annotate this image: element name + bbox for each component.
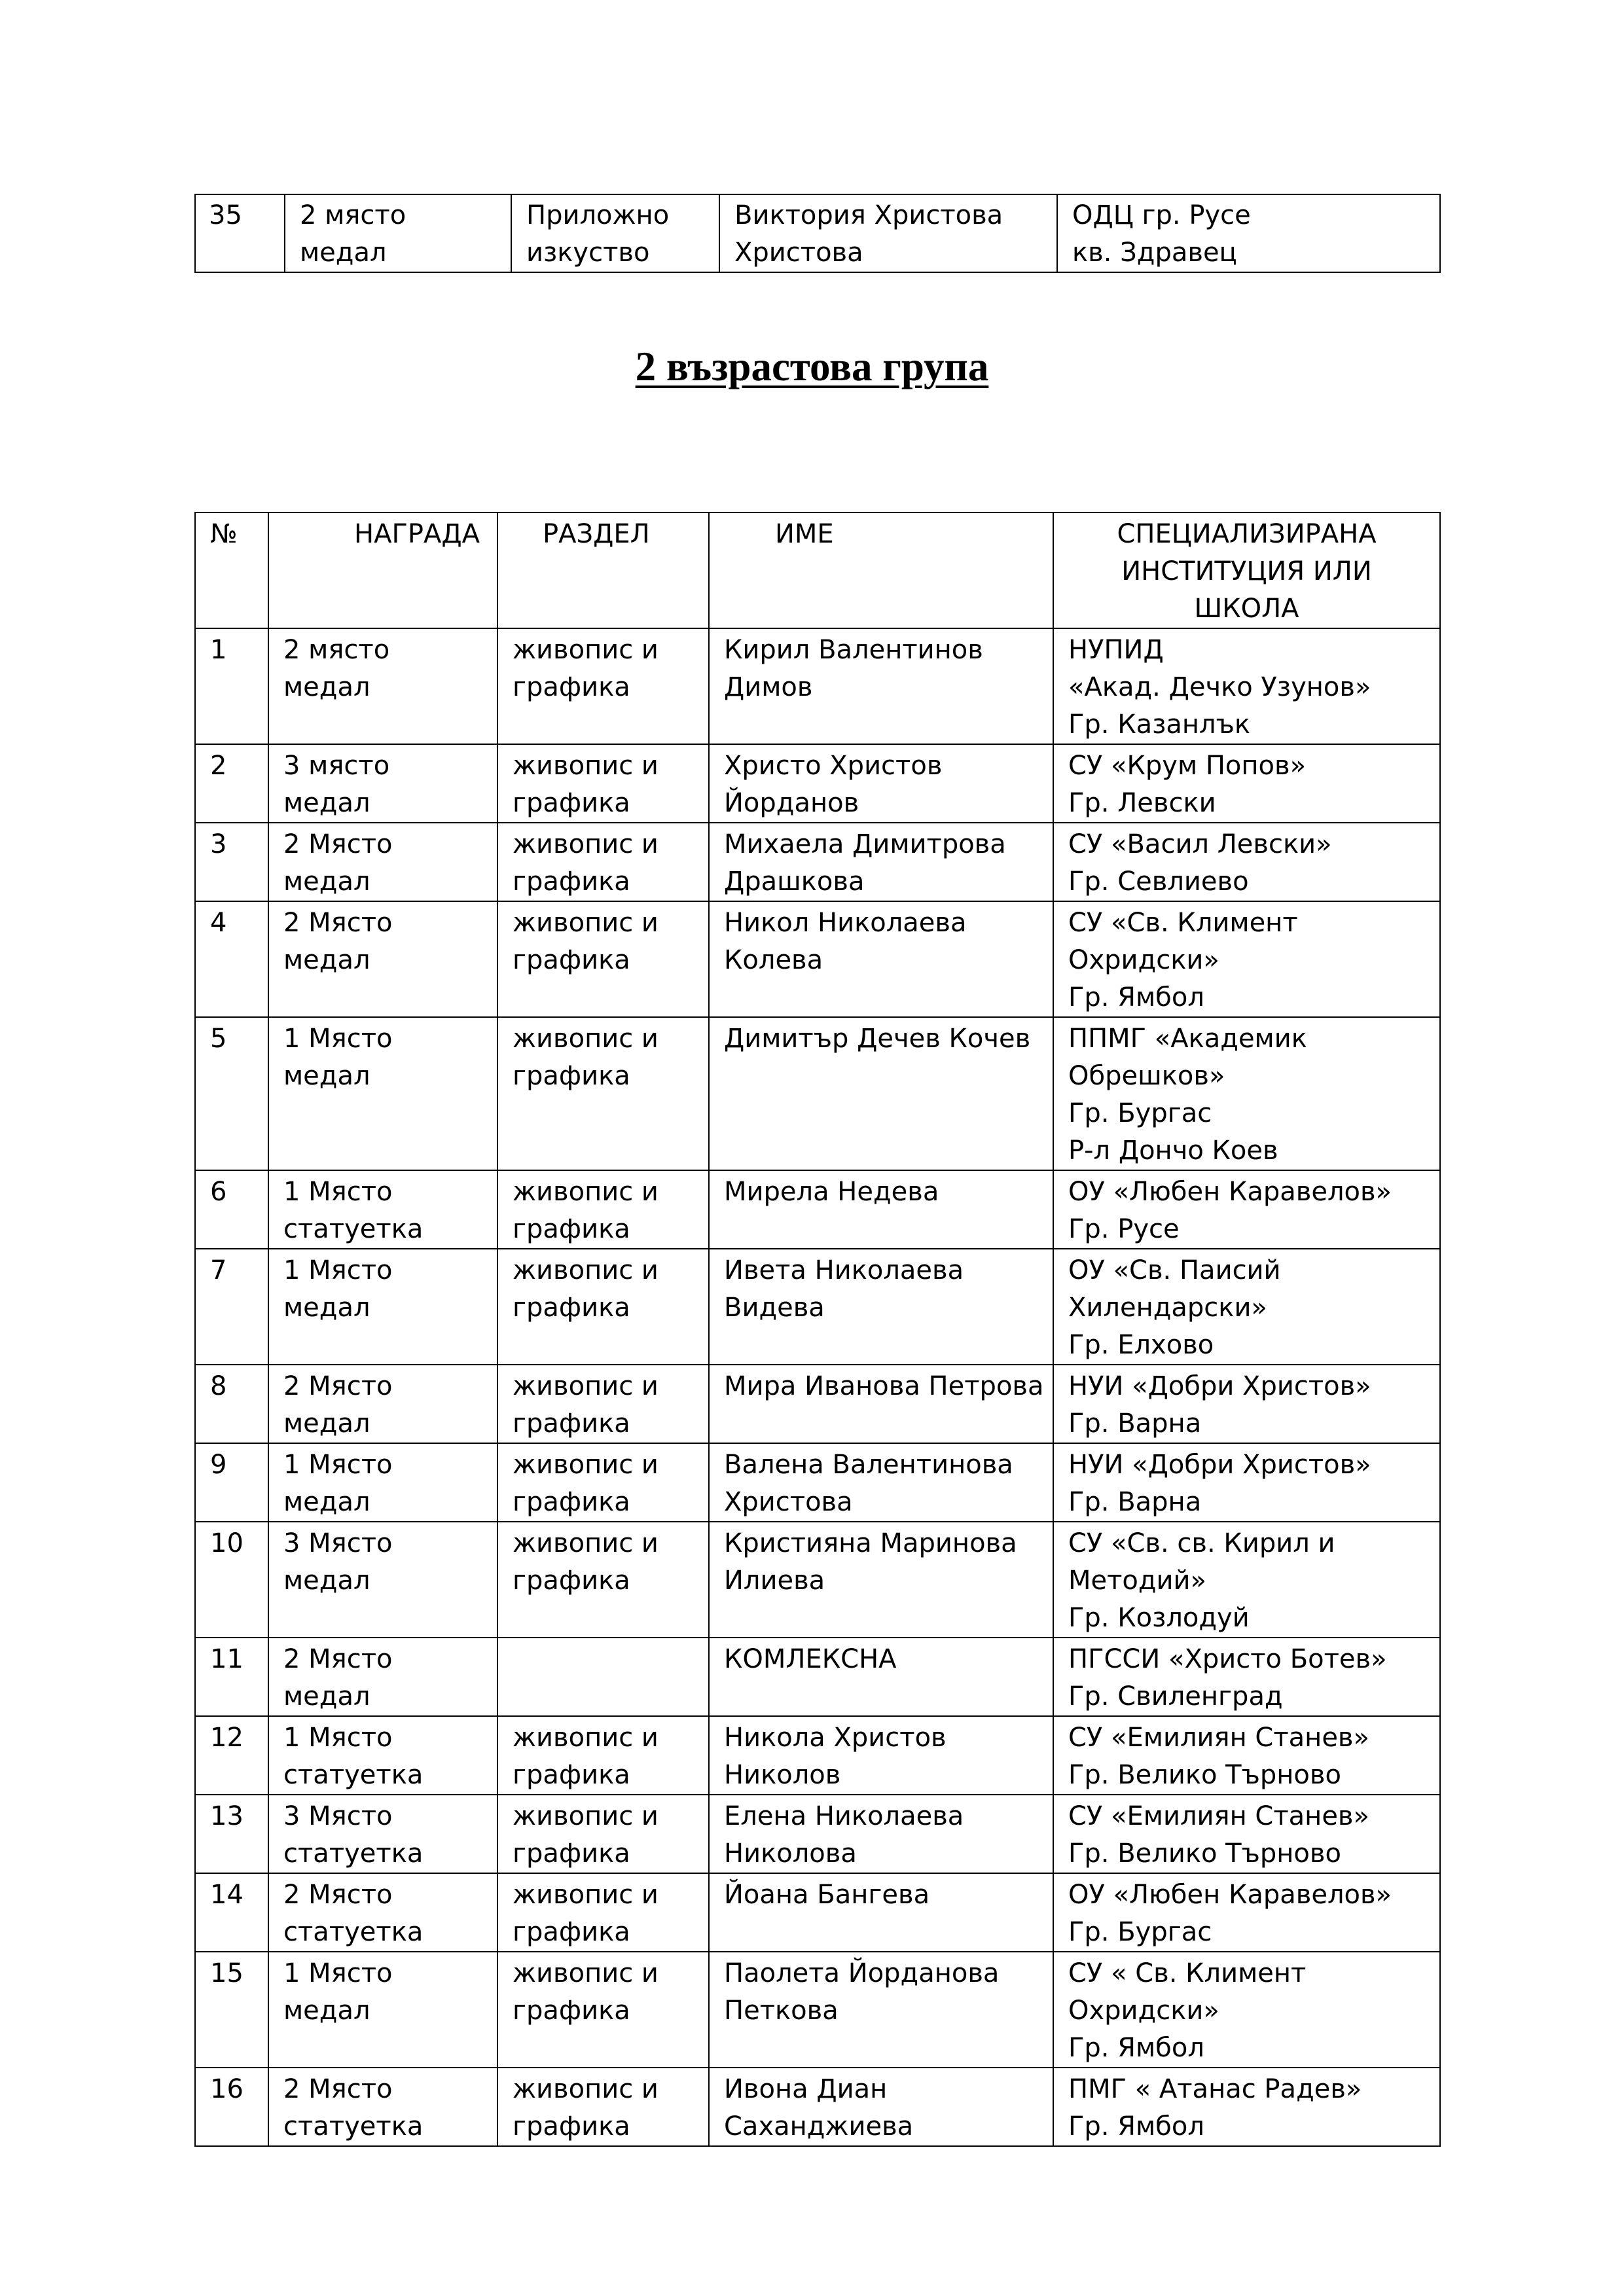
- cell-line: медал: [283, 672, 370, 702]
- cell-line: Гр. Левски: [1068, 788, 1216, 818]
- cell-line: статуетка: [283, 1760, 424, 1790]
- cell-line: живопис и: [513, 1958, 659, 1988]
- section-cell: [497, 1638, 709, 1716]
- award-cell: [268, 1170, 497, 1249]
- number-cell: [195, 1443, 268, 1522]
- cell-line: Христо Христов: [724, 751, 943, 781]
- cell-line: живопис и: [513, 1177, 659, 1207]
- section-cell: [497, 1522, 709, 1638]
- award-cell: [268, 1443, 497, 1522]
- cell-line: Николов: [724, 1760, 841, 1790]
- header-line: РАЗДЕЛ: [543, 519, 650, 549]
- column-header-section: [497, 512, 709, 628]
- cell-line: Елена Николаева: [724, 1801, 964, 1831]
- institution-cell: [1053, 1170, 1440, 1249]
- cell-line: Гр. Варна: [1068, 1408, 1202, 1439]
- name-cell: [709, 1365, 1053, 1443]
- cell-line: Охридски»: [1068, 945, 1219, 975]
- cell-line: Гр. Ямбол: [1068, 982, 1204, 1013]
- cell-line: статуетка: [283, 1839, 424, 1869]
- number-cell: [195, 823, 268, 901]
- cell-line: ПГССИ «Христо Ботев»: [1068, 1644, 1387, 1674]
- table-row: [195, 1017, 1440, 1170]
- cell-line: 1 Място: [283, 1024, 393, 1054]
- cell-line: живопис и: [513, 2074, 659, 2104]
- cell-line: 7: [210, 1255, 227, 1285]
- section-cell: [497, 2068, 709, 2146]
- table-row: [195, 1795, 1440, 1873]
- cell-line: графика: [513, 1293, 630, 1323]
- cell-line: Никол Николаева: [724, 908, 967, 938]
- cell-line: Гр. Свиленград: [1068, 1681, 1283, 1712]
- cell-line: 8: [210, 1371, 227, 1401]
- institution-cell: [1053, 2068, 1440, 2146]
- number-cell: [195, 2068, 268, 2146]
- cell-line: графика: [513, 1214, 630, 1244]
- award-cell: [268, 1249, 497, 1365]
- section-cell: [497, 1716, 709, 1795]
- section-cell: [497, 1952, 709, 2068]
- cell-line: живопис и: [513, 1255, 659, 1285]
- header-line: ИМЕ: [775, 519, 834, 549]
- cell-line: Охридски»: [1068, 1996, 1219, 2026]
- institution-cell: [1053, 1716, 1440, 1795]
- column-header-name: [709, 512, 1053, 628]
- cell-line: живопис и: [513, 1371, 659, 1401]
- cell-line: Гр. Русе: [1068, 1214, 1180, 1244]
- number-cell: [195, 1638, 268, 1716]
- cell-line: графика: [513, 867, 630, 897]
- cell-line: Петкова: [724, 1996, 839, 2026]
- award-cell: [268, 823, 497, 901]
- name-cell: [719, 194, 1057, 272]
- cell-line: живопис и: [513, 1024, 659, 1054]
- award-cell: [268, 628, 497, 744]
- number-cell: [195, 1017, 268, 1170]
- header-line: №: [210, 519, 238, 549]
- institution-cell: [1053, 1952, 1440, 2068]
- cell-line: Христова: [724, 1487, 853, 1517]
- name-cell: [709, 1952, 1053, 2068]
- name-cell: [709, 1716, 1053, 1795]
- section-cell: [511, 194, 719, 272]
- table-row: [195, 744, 1440, 823]
- cell-line: медал: [283, 1408, 370, 1439]
- cell-line: 2 Място: [283, 2074, 393, 2104]
- cell-line: СУ «Крум Попов»: [1068, 751, 1307, 781]
- cell-line: Ивета Николаева: [724, 1255, 964, 1285]
- table-row: [195, 1952, 1440, 2068]
- award-cell: [268, 1017, 497, 1170]
- number-cell: [195, 1249, 268, 1365]
- award-cell: [285, 194, 511, 272]
- cell-line: Обрешков»: [1068, 1061, 1225, 1091]
- table-row: [195, 1443, 1440, 1522]
- number-cell: [195, 1952, 268, 2068]
- cell-line: 2 Място: [283, 1644, 393, 1674]
- cell-line: Р-л Дончо Коев: [1068, 1136, 1278, 1166]
- cell-line: 35: [209, 200, 242, 230]
- cell-line: ПМГ « Атанас Радев»: [1068, 2074, 1362, 2104]
- number-cell: [195, 901, 268, 1017]
- cell-line: 1 Място: [283, 1723, 393, 1753]
- cell-line: 9: [210, 1450, 227, 1480]
- cell-line: графика: [513, 1487, 630, 1517]
- cell-line: Гр. Козлодуй: [1068, 1603, 1250, 1633]
- cell-line: Валена Валентинова: [724, 1450, 1013, 1480]
- cell-line: Драшкова: [724, 867, 865, 897]
- cell-line: 2: [210, 751, 227, 781]
- cell-line: графика: [513, 1917, 630, 1947]
- cell-line: статуетка: [283, 1917, 424, 1947]
- cell-line: 2 Място: [283, 1371, 393, 1401]
- number-cell: [195, 194, 285, 272]
- cell-line: медал: [283, 788, 370, 818]
- cell-line: Михаела Димитрова: [724, 829, 1006, 859]
- cell-line: 3 Място: [283, 1801, 393, 1831]
- name-cell: [709, 1873, 1053, 1952]
- institution-cell: [1053, 823, 1440, 901]
- section-cell: [497, 1249, 709, 1365]
- column-header-award: [268, 512, 497, 628]
- header-line: ИНСТИТУЦИЯ ИЛИ: [1121, 556, 1372, 586]
- section-cell: [497, 1365, 709, 1443]
- cell-line: графика: [513, 1408, 630, 1439]
- cell-line: 1 Място: [283, 1255, 393, 1285]
- cell-line: Гр. Бургас: [1068, 1917, 1212, 1947]
- cell-line: Йорданов: [724, 788, 859, 818]
- table-row: [195, 628, 1440, 744]
- cell-line: 1 Място: [283, 1450, 393, 1480]
- cell-line: графика: [513, 1996, 630, 2026]
- header-line: ШКОЛА: [1194, 594, 1299, 624]
- award-cell: [268, 1365, 497, 1443]
- cell-line: Гр. Елхово: [1068, 1330, 1214, 1360]
- cell-line: Николова: [724, 1839, 857, 1869]
- cell-line: 2 Място: [283, 908, 393, 938]
- cell-line: живопис и: [513, 908, 659, 938]
- section-cell: [497, 628, 709, 744]
- section-cell: [497, 1170, 709, 1249]
- cell-line: Кирил Валентинов: [724, 635, 983, 665]
- cell-line: живопис и: [513, 829, 659, 859]
- continued-awards-table: [194, 194, 1441, 273]
- cell-line: 2 Място: [283, 1880, 393, 1910]
- cell-line: Мира Иванова Петрова: [724, 1371, 1044, 1401]
- cell-line: КОМЛЕКСНА: [724, 1644, 897, 1674]
- cell-line: СУ «Васил Левски»: [1068, 829, 1332, 859]
- institution-cell: [1053, 744, 1440, 823]
- section-cell: [497, 1017, 709, 1170]
- cell-line: Гр. Ямбол: [1068, 2033, 1204, 2063]
- section-cell: [497, 1443, 709, 1522]
- cell-line: 13: [210, 1801, 244, 1831]
- institution-cell: [1053, 1249, 1440, 1365]
- cell-line: Димитър Дечев Кочев: [724, 1024, 1031, 1054]
- cell-line: Колева: [724, 945, 823, 975]
- institution-cell: [1053, 1443, 1440, 1522]
- cell-line: 15: [210, 1958, 244, 1988]
- cell-line: живопис и: [513, 1723, 659, 1753]
- cell-line: 2 място: [283, 635, 390, 665]
- cell-line: ППМГ «Академик: [1068, 1024, 1307, 1054]
- cell-line: графика: [513, 1061, 630, 1091]
- award-cell: [268, 2068, 497, 2146]
- cell-line: медал: [283, 945, 370, 975]
- cell-line: Димов: [724, 672, 813, 702]
- award-cell: [268, 901, 497, 1017]
- cell-line: статуетка: [283, 2111, 424, 2142]
- table-row: [195, 823, 1440, 901]
- table-row: [195, 1873, 1440, 1952]
- cell-line: Гр. Велико Търново: [1068, 1839, 1341, 1869]
- cell-line: ОУ «Любен Каравелов»: [1068, 1880, 1392, 1910]
- cell-line: медал: [283, 867, 370, 897]
- cell-line: Христова: [734, 238, 863, 268]
- name-cell: [709, 628, 1053, 744]
- table-row: [195, 1716, 1440, 1795]
- cell-line: медал: [283, 1681, 370, 1712]
- cell-line: Паолета Йорданова: [724, 1958, 1000, 1988]
- section-heading: 2 възрастова група: [635, 344, 989, 389]
- cell-line: 10: [210, 1528, 244, 1558]
- cell-line: ОДЦ гр. Русе: [1072, 200, 1251, 230]
- cell-line: живопис и: [513, 1801, 659, 1831]
- number-cell: [195, 1716, 268, 1795]
- cell-line: медал: [283, 1293, 370, 1323]
- cell-line: Гр. Ямбол: [1068, 2111, 1204, 2142]
- cell-line: 3 място: [283, 751, 390, 781]
- institution-cell: [1053, 1365, 1440, 1443]
- name-cell: [709, 1522, 1053, 1638]
- cell-line: Хилендарски»: [1068, 1293, 1267, 1323]
- cell-line: Мирела Недева: [724, 1177, 939, 1207]
- table-row: [195, 1365, 1440, 1443]
- cell-line: Гр. Севлиево: [1068, 867, 1249, 897]
- cell-line: Видева: [724, 1293, 825, 1323]
- table-row: [195, 1638, 1440, 1716]
- name-cell: [709, 744, 1053, 823]
- institution-cell: [1053, 628, 1440, 744]
- section-cell: [497, 901, 709, 1017]
- cell-line: медал: [283, 1487, 370, 1517]
- cell-line: 1 Място: [283, 1177, 393, 1207]
- cell-line: Илиева: [724, 1566, 825, 1596]
- column-header-institution: [1053, 512, 1440, 628]
- cell-line: Методий»: [1068, 1566, 1207, 1596]
- number-cell: [195, 1873, 268, 1952]
- award-cell: [268, 1522, 497, 1638]
- cell-line: СУ «Св. Климент: [1068, 908, 1298, 938]
- header-line: НАГРАДА: [354, 519, 480, 549]
- cell-line: статуетка: [283, 1214, 424, 1244]
- cell-line: медал: [283, 1996, 370, 2026]
- cell-line: СУ « Св. Климент: [1068, 1958, 1307, 1988]
- award-cell: [268, 744, 497, 823]
- table-row: [195, 901, 1440, 1017]
- cell-line: НУИ «Добри Христов»: [1068, 1450, 1371, 1480]
- number-cell: [195, 1522, 268, 1638]
- cell-line: Кристияна Маринова: [724, 1528, 1017, 1558]
- section-cell: [497, 1795, 709, 1873]
- table-row: [195, 1170, 1440, 1249]
- name-cell: [709, 1017, 1053, 1170]
- award-cell: [268, 1638, 497, 1716]
- name-cell: [709, 1170, 1053, 1249]
- number-cell: [195, 1795, 268, 1873]
- cell-line: «Акад. Дечко Узунов»: [1068, 672, 1371, 702]
- cell-line: Йоана Бангева: [724, 1880, 930, 1910]
- cell-line: графика: [513, 1839, 630, 1869]
- cell-line: 5: [210, 1024, 227, 1054]
- award-cell: [268, 1716, 497, 1795]
- cell-line: 14: [210, 1880, 244, 1910]
- cell-line: Приложно: [526, 200, 670, 230]
- cell-line: графика: [513, 788, 630, 818]
- cell-line: графика: [513, 672, 630, 702]
- award-cell: [268, 1795, 497, 1873]
- cell-line: изкуство: [526, 238, 650, 268]
- name-cell: [709, 901, 1053, 1017]
- cell-line: НУИ «Добри Христов»: [1068, 1371, 1371, 1401]
- name-cell: [709, 2068, 1053, 2146]
- cell-line: графика: [513, 945, 630, 975]
- cell-line: ОУ «Любен Каравелов»: [1068, 1177, 1392, 1207]
- header-line: СПЕЦИАЛИЗИРАНА: [1117, 519, 1377, 549]
- institution-cell: [1053, 1522, 1440, 1638]
- cell-line: Никола Христов: [724, 1723, 947, 1753]
- cell-line: медал: [283, 1061, 370, 1091]
- name-cell: [709, 823, 1053, 901]
- cell-line: живопис и: [513, 1528, 659, 1558]
- cell-line: живопис и: [513, 751, 659, 781]
- cell-line: 2 Място: [283, 829, 393, 859]
- cell-line: кв. Здравец: [1072, 238, 1237, 268]
- column-header-number: [195, 512, 268, 628]
- institution-cell: [1053, 1873, 1440, 1952]
- award-cell: [268, 1873, 497, 1952]
- name-cell: [709, 1638, 1053, 1716]
- cell-line: 4: [210, 908, 227, 938]
- institution-cell: [1053, 1638, 1440, 1716]
- section-cell: [497, 1873, 709, 1952]
- cell-line: Ивона Диан: [724, 2074, 888, 2104]
- award-cell: [268, 1952, 497, 2068]
- institution-cell: [1053, 1017, 1440, 1170]
- name-cell: [709, 1795, 1053, 1873]
- cell-line: Гр. Бургас: [1068, 1098, 1212, 1128]
- institution-cell: [1057, 194, 1440, 272]
- table-row: [195, 194, 1440, 272]
- cell-line: 16: [210, 2074, 244, 2104]
- cell-line: Саханджиева: [724, 2111, 914, 2142]
- cell-line: НУПИД: [1068, 635, 1164, 665]
- name-cell: [709, 1249, 1053, 1365]
- cell-line: живопис и: [513, 1880, 659, 1910]
- cell-line: 11: [210, 1644, 244, 1674]
- cell-line: живопис и: [513, 635, 659, 665]
- cell-line: графика: [513, 2111, 630, 2142]
- cell-line: графика: [513, 1566, 630, 1596]
- table-header-row: [195, 512, 1440, 628]
- cell-line: 1: [210, 635, 227, 665]
- cell-line: живопис и: [513, 1450, 659, 1480]
- cell-line: Гр. Казанлък: [1068, 709, 1251, 740]
- cell-line: Гр. Велико Търново: [1068, 1760, 1341, 1790]
- number-cell: [195, 744, 268, 823]
- cell-line: медал: [300, 238, 387, 268]
- number-cell: [195, 1365, 268, 1443]
- cell-line: ОУ «Св. Паисий: [1068, 1255, 1281, 1285]
- section-cell: [497, 744, 709, 823]
- cell-line: медал: [283, 1566, 370, 1596]
- cell-line: 3 Място: [283, 1528, 393, 1558]
- number-cell: [195, 628, 268, 744]
- section-cell: [497, 823, 709, 901]
- table-row: [195, 2068, 1440, 2146]
- table-row: [195, 1249, 1440, 1365]
- cell-line: 12: [210, 1723, 244, 1753]
- cell-line: СУ «Св. св. Кирил и: [1068, 1528, 1335, 1558]
- cell-line: графика: [513, 1760, 630, 1790]
- institution-cell: [1053, 901, 1440, 1017]
- cell-line: 3: [210, 829, 227, 859]
- cell-line: Виктория Христова: [734, 200, 1003, 230]
- number-cell: [195, 1170, 268, 1249]
- cell-line: Гр. Варна: [1068, 1487, 1202, 1517]
- awards-table: [194, 512, 1441, 2147]
- cell-line: 2 място: [300, 200, 406, 230]
- cell-line: 6: [210, 1177, 227, 1207]
- cell-line: СУ «Емилиян Станев»: [1068, 1723, 1369, 1753]
- name-cell: [709, 1443, 1053, 1522]
- cell-line: СУ «Емилиян Станев»: [1068, 1801, 1369, 1831]
- cell-line: 1 Място: [283, 1958, 393, 1988]
- institution-cell: [1053, 1795, 1440, 1873]
- table-row: [195, 1522, 1440, 1638]
